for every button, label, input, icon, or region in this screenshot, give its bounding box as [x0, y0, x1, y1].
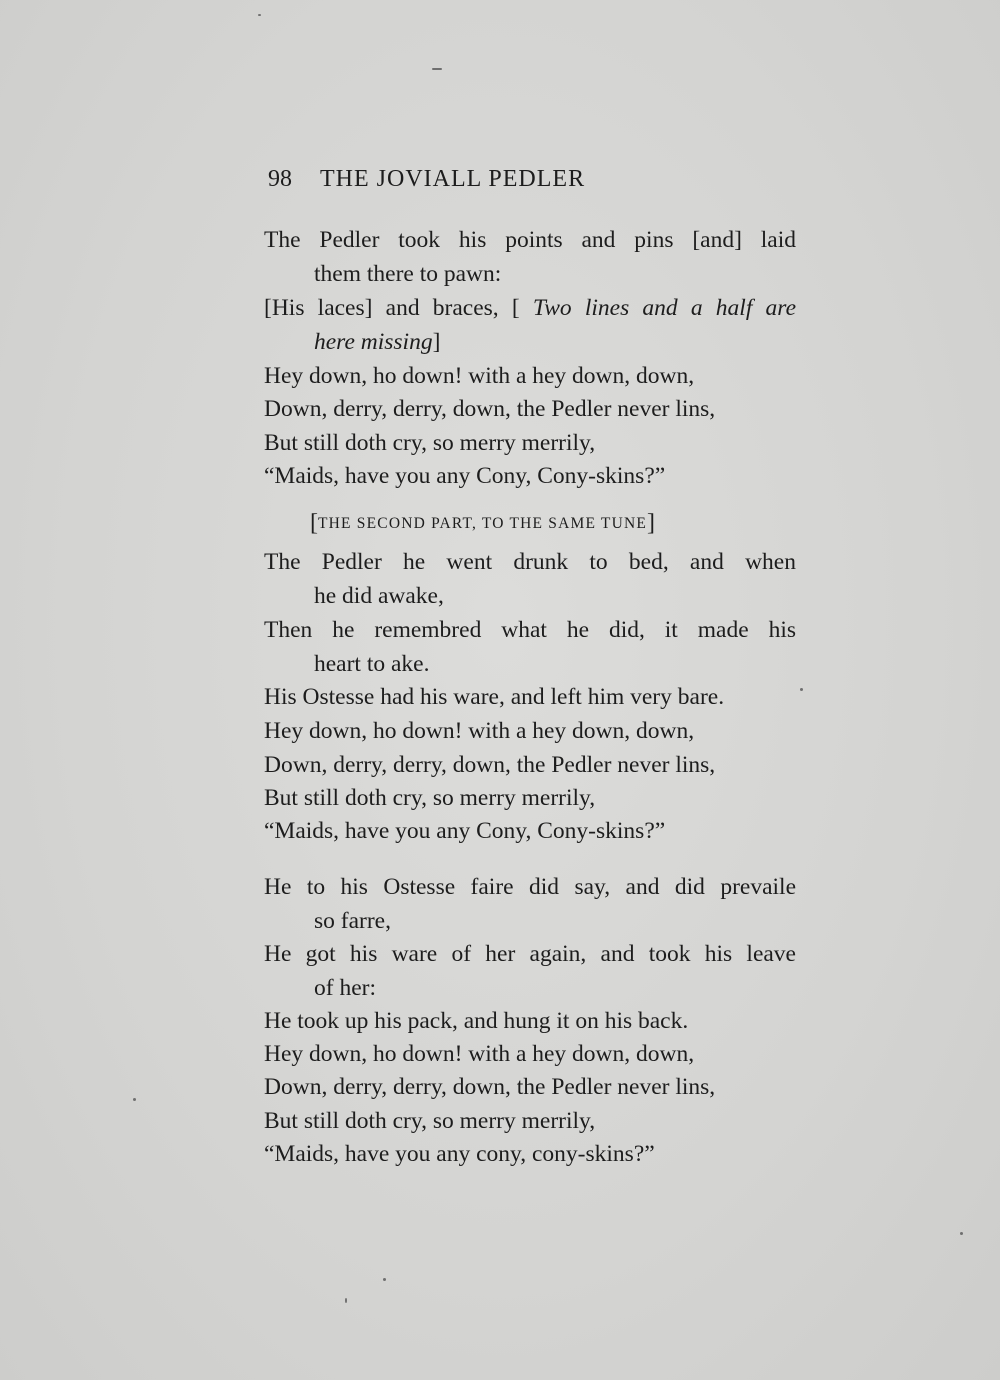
verse-line: of her:: [314, 975, 376, 1001]
paper-speck: [133, 1098, 136, 1101]
verse-line: Hey down, ho down! with a hey down, down,: [264, 1041, 695, 1067]
verse-line: His Ostesse had his ware, and left him very bare.: [264, 684, 725, 710]
verse-line: But still doth cry, so merry merrily,: [264, 1108, 596, 1134]
running-title: THE JOVIALL PEDLER: [320, 166, 586, 192]
paper-speck: [345, 1298, 347, 1303]
verse-line: them there to pawn:: [314, 261, 502, 287]
verse-line: He got his ware of her again, and took his leave: [264, 941, 796, 967]
verse-line: The Pedler took his points and pins [and] laid: [264, 227, 796, 253]
paper-speck: [432, 68, 442, 70]
page-number: 98: [268, 166, 292, 192]
verse-line: he did awake,: [314, 583, 444, 609]
verse-line: “Maids, have you any Cony, Cony-skins?”: [264, 818, 666, 844]
verse-line: Down, derry, derry, down, the Pedler never lins,: [264, 396, 716, 422]
verse-line: Then he remembred what he did, it made his: [264, 617, 796, 643]
verse-line: heart to ake.: [314, 651, 430, 677]
verse-line: The Pedler he went drunk to bed, and when: [264, 549, 796, 575]
paper-speck: [960, 1232, 963, 1235]
editorial-note: here missing: [314, 329, 433, 355]
bracket-close: ]: [647, 510, 656, 536]
paper-speck: [258, 14, 261, 16]
verse-line: Down, derry, derry, down, the Pedler never lins,: [264, 752, 716, 778]
verse-line: Hey down, ho down! with a hey down, down,: [264, 718, 695, 744]
verse-line: He to his Ostesse faire did say, and did prevaile: [264, 874, 796, 900]
verse-line: so farre,: [314, 908, 391, 934]
running-header: [268, 166, 585, 193]
verse-line: But still doth cry, so merry merrily,: [264, 430, 596, 456]
verse-line: Down, derry, derry, down, the Pedler never lins,: [264, 1074, 716, 1100]
editorial-note: Two lines and a half are: [532, 295, 797, 321]
verse-line: Hey down, ho down! with a hey down, down,: [264, 363, 695, 389]
verse-line: He took up his pack, and hung it on his back.: [264, 1008, 689, 1034]
bracket-open: [: [310, 510, 318, 536]
verse-line: [264, 297, 796, 321]
paper-speck: [800, 688, 803, 691]
section-heading-text: THE SECOND PART, TO THE SAME TUNE: [318, 515, 648, 532]
bracket: ]: [432, 329, 441, 355]
verse-text: [His laces] and braces, [: [264, 295, 520, 321]
paper-speck: [383, 1278, 386, 1281]
verse-line: “Maids, have you any Cony, Cony-skins?”: [264, 463, 666, 489]
section-heading: [310, 510, 655, 537]
verse-line: But still doth cry, so merry merrily,: [264, 785, 596, 811]
verse-line: [314, 331, 440, 355]
verse-line: “Maids, have you any cony, cony-skins?”: [264, 1141, 655, 1167]
